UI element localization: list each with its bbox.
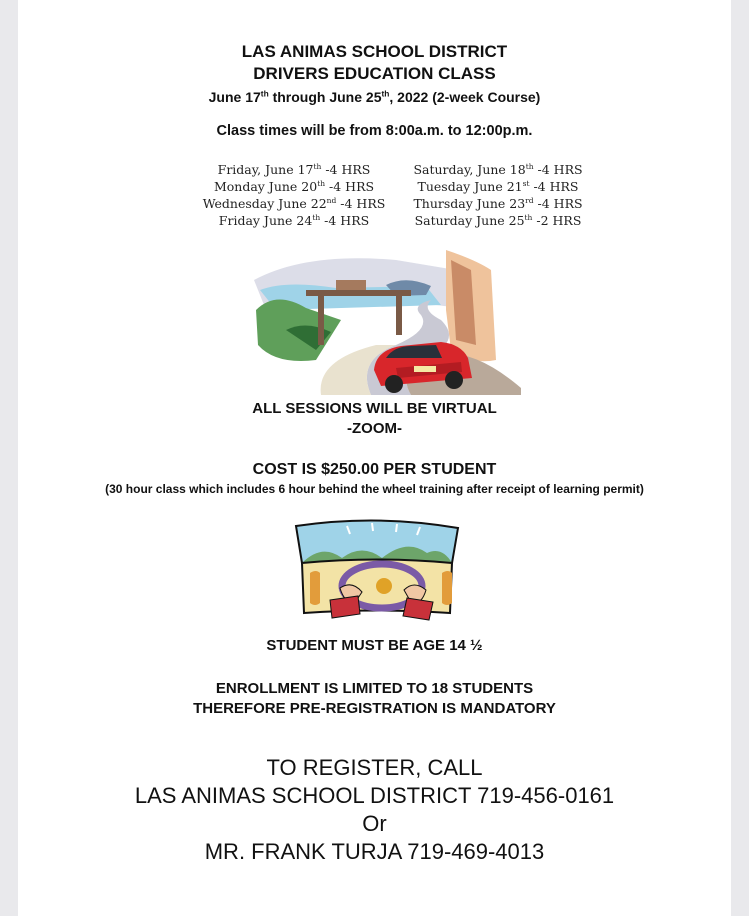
or-text: Or — [362, 811, 387, 836]
class-title: DRIVERS EDUCATION CLASS — [253, 64, 496, 83]
schedule-item: Wednesday June 22nd -4 HRS — [202, 195, 386, 211]
schedule-item: Saturday, June 18th -4 HRS — [413, 161, 583, 177]
register-heading: TO REGISTER, CALL — [266, 755, 483, 780]
preregistration-notice: THEREFORE PRE-REGISTRATION IS MANDATORY — [193, 700, 556, 717]
flyer-page — [18, 0, 731, 916]
schedule-item: Friday, June 17th -4 HRS — [217, 161, 371, 177]
course-dates: June 17th through June 25th, 2022 (2-week Course) — [208, 88, 541, 105]
zoom-notice: -ZOOM- — [347, 420, 402, 437]
contact-phone: MR. FRANK TURJA 719-469-4013 — [204, 839, 545, 864]
age-requirement: STUDENT MUST BE AGE 14 ½ — [266, 637, 483, 654]
steering-wheel-illustration — [292, 518, 462, 624]
schedule-item: Friday June 24th -4 HRS — [218, 212, 370, 228]
virtual-notice: ALL SESSIONS WILL BE VIRTUAL — [252, 400, 497, 417]
schedule-item: Tuesday June 21st -4 HRS — [417, 178, 579, 194]
district-phone: LAS ANIMAS SCHOOL DISTRICT 719-456-0161 — [134, 783, 615, 808]
class-times: Class times will be from 8:00a.m. to 12:00p.m. — [216, 123, 533, 139]
schedule-item: Thursday June 23rd -4 HRS — [413, 195, 583, 211]
car-road-illustration — [246, 250, 526, 396]
schedule-item: Saturday June 25th -2 HRS — [414, 212, 582, 228]
schedule-item: Monday June 20th -4 HRS — [213, 178, 375, 194]
district-title: LAS ANIMAS SCHOOL DISTRICT — [241, 42, 508, 61]
cost-text: COST IS $250.00 PER STUDENT — [252, 461, 497, 478]
schedule-right-column — [398, 161, 598, 229]
enrollment-limit: ENROLLMENT IS LIMITED TO 18 STUDENTS — [215, 680, 534, 697]
cost-note: (30 hour class which includes 6 hour behind the wheel training after receipt of learning permit) — [105, 482, 644, 496]
schedule-left-column — [194, 161, 394, 229]
